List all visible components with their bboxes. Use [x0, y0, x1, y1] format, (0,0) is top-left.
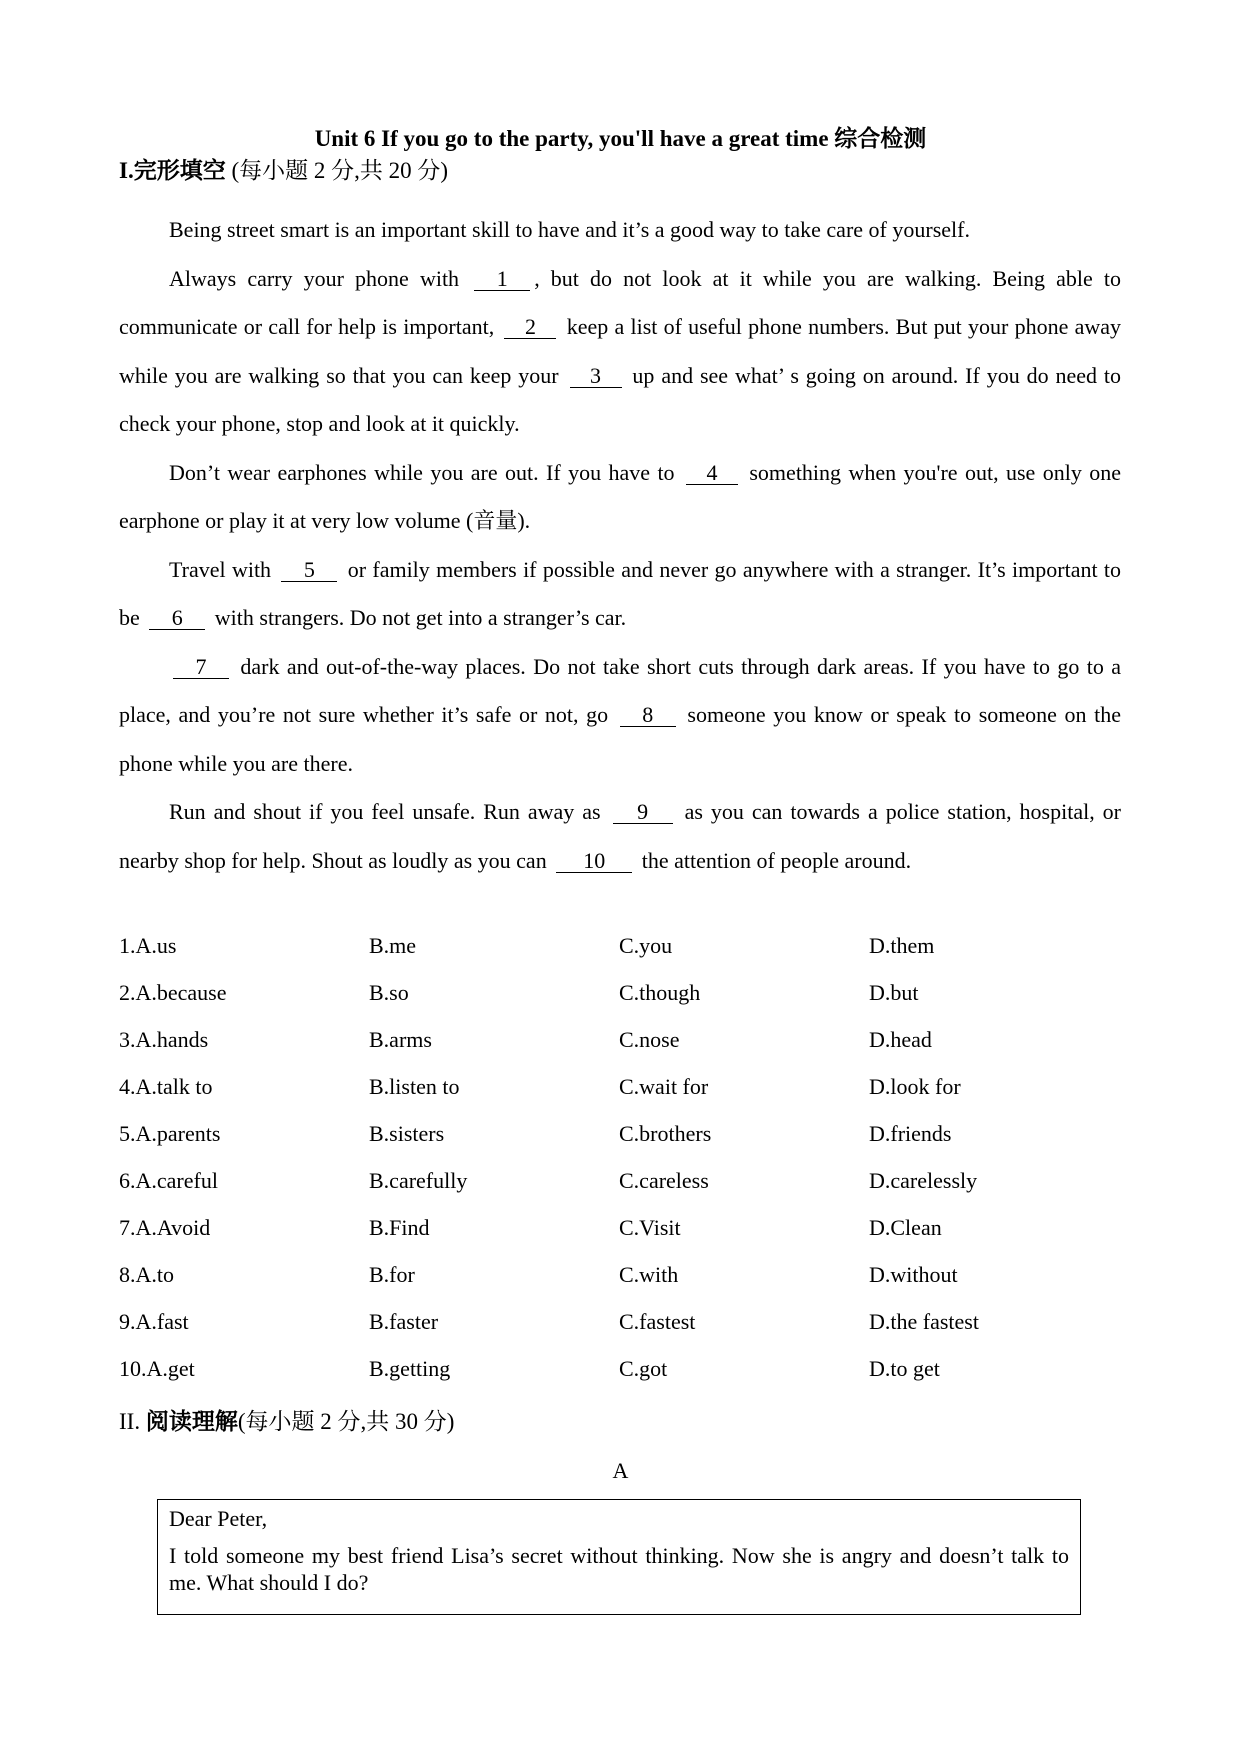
option-c: C.fastest [619, 1309, 696, 1334]
option-a: 4.A.talk to [119, 1074, 213, 1099]
option-b: B.Find [369, 1215, 430, 1240]
option-b: B.carefully [369, 1168, 468, 1193]
option-c: C.careless [619, 1168, 709, 1193]
option-c: C.wait for [619, 1074, 709, 1099]
option-d: D.without [869, 1262, 958, 1287]
blank-7: 7 [173, 656, 229, 679]
option-a: 8.A.to [119, 1262, 174, 1287]
option-c: C.with [619, 1262, 679, 1287]
option-row [119, 933, 1121, 980]
text: dark and out-of-the-way places. Do not take short cuts through dark areas. If you have to go to a place, and you’re not sure whether it’s safe or not, go [119, 653, 1122, 727]
blank-10: 10 [556, 850, 632, 873]
option-d: D.look for [869, 1074, 961, 1099]
option-d: D.head [869, 1027, 932, 1052]
option-a: 5.A.parents [119, 1121, 221, 1146]
option-d: D.them [869, 933, 935, 958]
option-row [119, 1356, 1121, 1403]
option-b: B.faster [369, 1309, 439, 1334]
cloze-passage [119, 206, 1121, 885]
section-cloze-heading [119, 152, 448, 185]
paragraph-1: Being street smart is an important skill to have and it’s a good way to take care of yourself. [169, 217, 970, 242]
option-a: 1.A.us [119, 933, 177, 958]
option-row [119, 1074, 1121, 1121]
option-c: C.got [619, 1356, 668, 1381]
section-cloze-note: (每小题 2 分,共 20 分) [225, 158, 449, 183]
section-cloze-title: I.完形填空 [119, 158, 226, 183]
letter-box [157, 1499, 1081, 1615]
answer-options [119, 933, 1121, 1403]
page-title: Unit 6 If you go to the party, you'll have a great time 综合检测 [314, 126, 927, 151]
option-b: B.so [369, 980, 409, 1005]
option-c: C.Visit [619, 1215, 681, 1240]
option-b: B.listen to [369, 1074, 460, 1099]
text: Don’t wear earphones while you are out. If you have to [169, 459, 675, 485]
letter-greeting: Dear Peter, [169, 1506, 268, 1531]
letter-body: I told someone my best friend Lisa’s secret without thinking. Now she is angry and doesn’t talk to me. What should I do? [169, 1543, 1069, 1595]
option-a: 9.A.fast [119, 1309, 189, 1334]
paragraph-5 [119, 643, 1121, 789]
text: as you can towards a police station, hospital, or nearby shop for help. Shout as loudly as you can [119, 799, 1122, 873]
option-row [119, 1262, 1121, 1309]
part-a-label: A [612, 1458, 629, 1483]
option-b: B.arms [369, 1027, 432, 1052]
blank-1: 1 [474, 268, 530, 291]
option-d: D.Clean [869, 1215, 942, 1240]
option-c: C.you [619, 933, 673, 958]
paragraph-6 [119, 788, 1121, 885]
option-b: B.me [369, 933, 417, 958]
text: or family members if possible and never go anywhere with a stranger. It’s important to be [119, 556, 1122, 630]
blank-4: 4 [686, 462, 738, 485]
option-row [119, 980, 1121, 1027]
section-reading-title: 阅读理解 [145, 1409, 238, 1434]
section-reading-heading [119, 1403, 454, 1436]
text: up and see what’ s going on around. If you do need to check your phone, stop and look at it quickly. [119, 362, 1122, 436]
text: something when you're out, use only one earphone or play it at very low volume (音量). [119, 459, 1121, 533]
text: someone you know or speak to someone on the phone while you are there. [119, 702, 1122, 776]
text: Run and shout if you feel unsafe. Run away as [169, 799, 601, 824]
text: keep a list of useful phone numbers. But put your phone away while you are walking so that you can keep your [119, 314, 1121, 388]
paragraph-3 [119, 449, 1121, 546]
text: , but do not look at it while you are walking. Being able to communicate or call for help is important, [119, 265, 1122, 339]
option-row [119, 1309, 1121, 1356]
blank-3: 3 [570, 365, 622, 388]
text: Travel with [169, 556, 272, 582]
option-d: D.carelessly [869, 1168, 978, 1193]
blank-9: 9 [613, 801, 673, 824]
option-b: B.getting [369, 1356, 451, 1381]
option-a: 2.A.because [119, 980, 227, 1005]
paragraph-2 [119, 255, 1121, 449]
text: Always carry your phone with [169, 265, 460, 291]
blank-5: 5 [281, 559, 337, 582]
option-d: D.to get [869, 1356, 940, 1381]
option-b: B.for [369, 1262, 415, 1287]
option-row [119, 1121, 1121, 1168]
option-a: 6.A.careful [119, 1168, 218, 1193]
option-c: C.though [619, 980, 701, 1005]
section-reading-prefix: II. [119, 1409, 146, 1434]
option-d: D.friends [869, 1121, 952, 1146]
blank-8: 8 [620, 704, 676, 727]
option-row [119, 1215, 1121, 1262]
option-d: D.but [869, 980, 919, 1005]
option-row [119, 1168, 1121, 1215]
section-reading-note: (每小题 2 分,共 30 分) [237, 1409, 455, 1434]
blank-2: 2 [504, 316, 556, 339]
option-c: C.brothers [619, 1121, 712, 1146]
option-c: C.nose [619, 1027, 680, 1052]
option-d: D.the fastest [869, 1309, 979, 1334]
text: with strangers. Do not get into a stranger’s car. [214, 605, 627, 630]
option-row [119, 1027, 1121, 1074]
option-b: B.sisters [369, 1121, 445, 1146]
paragraph-4 [119, 546, 1121, 643]
option-a: 7.A.Avoid [119, 1215, 211, 1240]
text: the attention of people around. [641, 847, 912, 873]
blank-6: 6 [149, 607, 205, 630]
option-a: 10.A.get [119, 1356, 195, 1381]
option-a: 3.A.hands [119, 1027, 209, 1052]
